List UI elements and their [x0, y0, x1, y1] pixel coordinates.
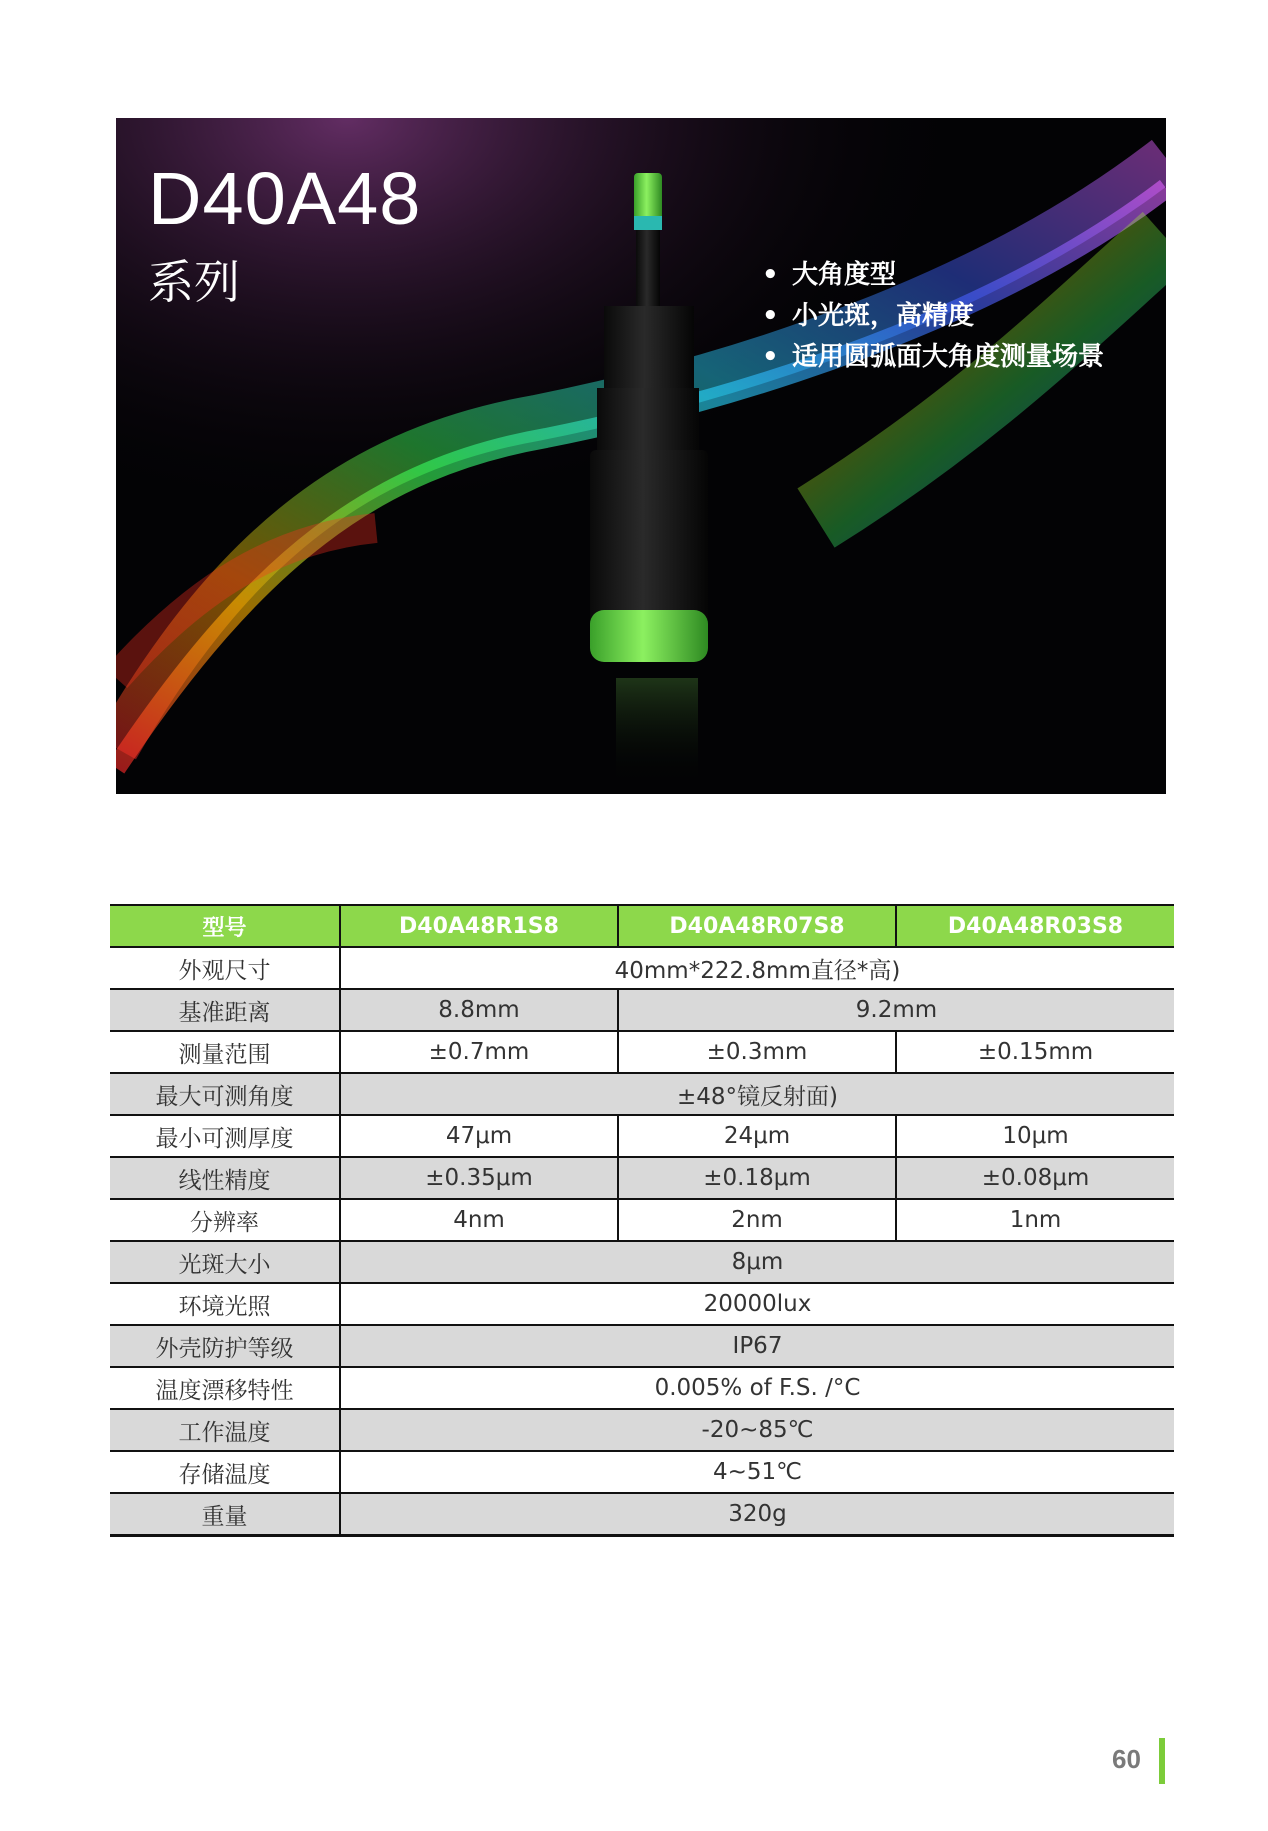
- table-row: [110, 1283, 1174, 1325]
- row-value: ±0.08μm: [896, 1157, 1174, 1199]
- header-model-r03s8: D40A48R03S8: [896, 905, 1174, 947]
- row-label: 工作温度: [110, 1409, 340, 1451]
- table-row: [110, 1493, 1174, 1536]
- row-value: 47μm: [340, 1115, 618, 1157]
- row-value: IP67: [340, 1325, 1174, 1367]
- row-value: 8μm: [340, 1241, 1174, 1283]
- row-value: ±0.15mm: [896, 1031, 1174, 1073]
- row-value: 1nm: [896, 1199, 1174, 1241]
- row-label: 存储温度: [110, 1451, 340, 1493]
- row-label: 温度漂移特性: [110, 1367, 340, 1409]
- table-row: [110, 1157, 1174, 1199]
- table-row: [110, 1367, 1174, 1409]
- table-row: [110, 1409, 1174, 1451]
- row-label: 重量: [110, 1493, 340, 1536]
- row-label: 最小可测厚度: [110, 1115, 340, 1157]
- row-value: ±0.3mm: [618, 1031, 896, 1073]
- feature-item: [762, 255, 1104, 296]
- table-row: [110, 1115, 1174, 1157]
- product-hero-banner: [116, 118, 1166, 794]
- row-value: 0.005% of F.S. /°C: [340, 1367, 1174, 1409]
- row-value: 320g: [340, 1493, 1174, 1536]
- feature-item: [762, 296, 1104, 337]
- row-value: 4~51℃: [340, 1451, 1174, 1493]
- header-model-r07s8: D40A48R07S8: [618, 905, 896, 947]
- row-value: 2nm: [618, 1199, 896, 1241]
- row-label: 测量范围: [110, 1031, 340, 1073]
- row-value: ±0.35μm: [340, 1157, 618, 1199]
- row-label: 线性精度: [110, 1157, 340, 1199]
- page-number-accent-bar: [1159, 1738, 1165, 1784]
- row-value: 4nm: [340, 1199, 618, 1241]
- row-value: 8.8mm: [340, 989, 618, 1031]
- row-value: 9.2mm: [618, 989, 1174, 1031]
- row-value: 10μm: [896, 1115, 1174, 1157]
- feature-item: [762, 337, 1104, 378]
- row-label: 光斑大小: [110, 1241, 340, 1283]
- row-label: 环境光照: [110, 1283, 340, 1325]
- row-value: ±48°镜反射面): [340, 1073, 1174, 1115]
- table-row: [110, 1199, 1174, 1241]
- feature-text: 大角度型: [792, 260, 897, 290]
- table-row: [110, 1031, 1174, 1073]
- table-row: [110, 1325, 1174, 1367]
- page-number: 60: [1112, 1744, 1141, 1774]
- row-value: ±0.7mm: [340, 1031, 618, 1073]
- table-row: [110, 1073, 1174, 1115]
- bullet-icon: •: [762, 301, 779, 331]
- row-label: 基准距离: [110, 989, 340, 1031]
- series-code: D40A48: [148, 157, 422, 240]
- header-model-r1s8: D40A48R1S8: [340, 905, 618, 947]
- table-row: [110, 1451, 1174, 1493]
- row-value: 40mm*222.8mm直径*高): [340, 947, 1174, 989]
- bullet-icon: •: [762, 260, 779, 290]
- row-value: 20000lux: [340, 1283, 1174, 1325]
- row-value: ±0.18μm: [618, 1157, 896, 1199]
- row-value: 24μm: [618, 1115, 896, 1157]
- feature-text: 适用圆弧面大角度测量场景: [792, 342, 1105, 372]
- header-model-label: 型号: [110, 905, 340, 947]
- specification-table: [110, 904, 1174, 1537]
- row-label: 外观尺寸: [110, 947, 340, 989]
- row-label: 外壳防护等级: [110, 1325, 340, 1367]
- table-row: [110, 989, 1174, 1031]
- table-row: [110, 1241, 1174, 1283]
- table-header-row: [110, 905, 1174, 947]
- feature-text: 小光斑，高精度: [792, 301, 975, 331]
- table-row: [110, 947, 1174, 989]
- series-word: 系列: [148, 255, 240, 309]
- row-label: 最大可测角度: [110, 1073, 340, 1115]
- bullet-icon: •: [762, 342, 779, 372]
- feature-list: [762, 255, 1104, 378]
- row-value: -20~85℃: [340, 1409, 1174, 1451]
- row-label: 分辨率: [110, 1199, 340, 1241]
